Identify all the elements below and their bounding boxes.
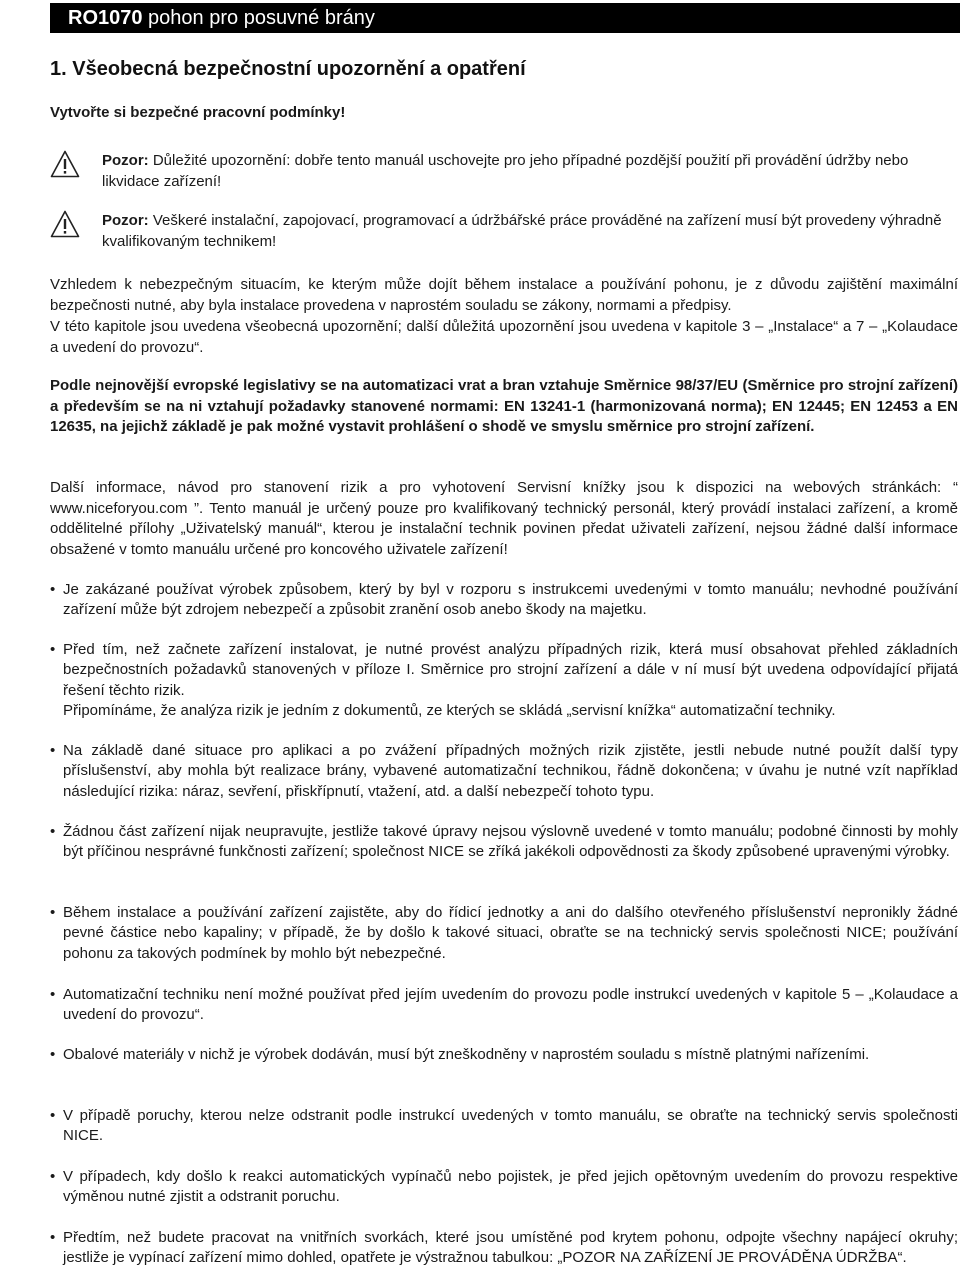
list-item-text: V případě poruchy, kterou nelze odstranit podle instrukcí uvedených v tomto manuálu, se obraťte na technický servis společnosti NICE. <box>63 1107 958 1145</box>
list-item <box>50 1106 958 1147</box>
warning-label: Pozor: <box>102 212 149 229</box>
section-subheading: Vytvořte si bezpečné pracovní podmínky! <box>50 104 346 121</box>
list-item-text: Připomínáme, že analýza rizik je jedním z dokumentů, ze kterých se skládá „servisní knížka“ automatizační techniky. <box>63 701 836 719</box>
list-item-text: V případech, kdy došlo k reakci automatických vypínačů nebo pojistek, je před jejich opětovným uvedením do provozu respektive výměnou nutné zjistit a odstranit poruchu. <box>63 1168 958 1206</box>
bullet-marker: • <box>50 641 56 658</box>
list-item <box>50 580 958 621</box>
warning-triangle-icon <box>50 150 80 178</box>
warning-text: Veškeré instalační, zapojovací, programovací a údržbářské práce prováděné na zařízení musí být provedeny výhradně kvalifikovaným technikem! <box>102 212 942 250</box>
product-title: pohon pro posuvné brány <box>142 7 375 29</box>
bullet-marker: • <box>50 1168 56 1185</box>
list-item <box>50 640 958 721</box>
bullet-marker: • <box>50 1229 56 1246</box>
list-item <box>50 1045 958 1065</box>
intro-paragraph: Vzhledem k nebezpečným situacím, ke kterým může dojít během instalace a používání pohonu, je z důvodu zajištění maximální bezpečnosti nutné, aby byla instalace provedena v naprostém souladu se zákony, normami a předpisy. <box>50 276 958 314</box>
bullet-marker: • <box>50 1107 56 1124</box>
legislation-paragraph: Podle nejnovější evropské legislativy se na automatizaci vrat a bran vztahuje Směrnice 98/37/EU (Směrnice pro strojní zařízení) a především se na ni vztahují požadavky stanovené normami: EN 13241-1 (harmonizovaná norma); EN 12445; EN 12453 a EN 12635, na jejichž základě je pak možné vystavit prohlášení o shodě ve smyslu směrnice pro strojní zařízení. <box>50 377 958 435</box>
bullet-marker: • <box>50 904 56 921</box>
section-heading: 1. Všeobecná bezpečnostní upozornění a opatření <box>50 58 526 80</box>
warning-triangle-icon <box>50 210 80 238</box>
list-item <box>50 1167 958 1208</box>
list-item-text: Během instalace a používání zařízení zajistěte, aby do řídicí jednotky a ani do dalšího otevřeného příslušenství nepronikly žádné pevné částice nebo kapaliny; v případě, že by došlo k takové situaci, obraťte se na technický servis společnosti NICE; používání pohonu za takových podmínek by mohlo být nebezpečné. <box>63 904 958 962</box>
list-item-text: Žádnou část zařízení nijak neupravujte, jestliže takové úpravy nejsou výslovně uvedené v tomto manuálu; podobné činnosti by mohly být příčinou nesprávné funkčnosti zařízení; společnost NICE se zříká jakékoli odpovědnosti za škody způsobené upravenými výrobky. <box>63 823 958 861</box>
bullet-marker: • <box>50 581 56 598</box>
intro-paragraph-2: V této kapitole jsou uvedena všeobecná upozornění; další důležitá upozornění jsou uvedena v kapitole 3 – „Instalace“ a 7 – „Kolaudace a uvedení do provozu“. <box>50 318 958 356</box>
list-item-text: Před tím, než začnete zařízení instalovat, je nutné provést analýzu případných rizik, která musí obsahovat přehled základních bezpečnostních požadavků stanovených v příloze I. Směrnice pro strojní zařízení a dále v ní musí být uvedena odpovídající přijatá řešení těchto rizik. <box>63 641 958 699</box>
list-item <box>50 741 958 802</box>
warning-text: Důležité upozornění: dobře tento manuál uschovejte pro jeho případné pozdější použití při provádění údržby nebo likvidace zařízení! <box>102 152 909 190</box>
list-item-text: Automatizační techniku není možné používat před jejím uvedením do provozu podle instrukcí uvedených v kapitole 5 – „Kolaudace a uvedení do provozu“. <box>63 986 958 1024</box>
list-item-text: Předtím, než budete pracovat na vnitřních svorkách, které jsou umístěné pod krytem pohonu, odpojte všechny napájecí okruhy; jestliže je vypínací zařízení mimo dohled, opatřete je výstražnou tabulkou: „POZOR NA ZAŘÍZENÍ JE PROVÁDĚNA ÚDRŽBA“. <box>63 1229 958 1267</box>
bullet-marker: • <box>50 986 56 1003</box>
warning-note-1 <box>50 150 960 192</box>
bullet-marker: • <box>50 742 56 759</box>
document-title-bar <box>50 3 960 33</box>
list-item <box>50 985 958 1026</box>
list-item <box>50 822 958 863</box>
product-code: RO1070 <box>68 7 143 29</box>
warning-label: Pozor: <box>102 152 149 169</box>
list-item-text: Na základě dané situace pro aplikaci a po zvážení případných možných rizik zjistěte, jestli nebude nutné použít další typy příslušenství, aby mohla být realizace brány, vybavené automatizační technikou, řádně dokončena; v úvahu je nutné vzít například následující rizika: náraz, sevření, přiskřípnutí, vtažení, atd. a další nebezpečí tohoto typu. <box>63 742 958 800</box>
bullet-marker: • <box>50 1046 56 1063</box>
list-item <box>50 903 958 964</box>
info-paragraph: Další informace, návod pro stanovení rizik a pro vyhotovení Servisní knížky jsou k dispozici na webových stránkách: “ www.niceforyou.com ”. Tento manuál je určený pouze pro kvalifikovaný technický personál, který provádí instalaci zařízení, a kromě oddělitelné přílohy „Uživatelský manuál“, kterou je instalační technik povinen předat uživateli zařízení, nejsou žádné další informace obsažené v tomto manuálu určené pro koncového uživatele zařízení! <box>50 479 958 558</box>
bullet-marker: • <box>50 823 56 840</box>
warning-note-2 <box>50 210 960 252</box>
list-item-text: Obalové materiály v nichž je výrobek dodáván, musí být zneškodněny v naprostém souladu s místně platnými nařízeními. <box>63 1046 870 1063</box>
list-item-text: Je zakázané používat výrobek způsobem, který by byl v rozporu s instrukcemi uvedenými v tomto manuálu; nevhodné používání zařízení může být zdrojem nebezpečí a způsobit zranění osob anebo škody na majetku. <box>63 581 958 619</box>
list-item <box>50 1228 958 1269</box>
